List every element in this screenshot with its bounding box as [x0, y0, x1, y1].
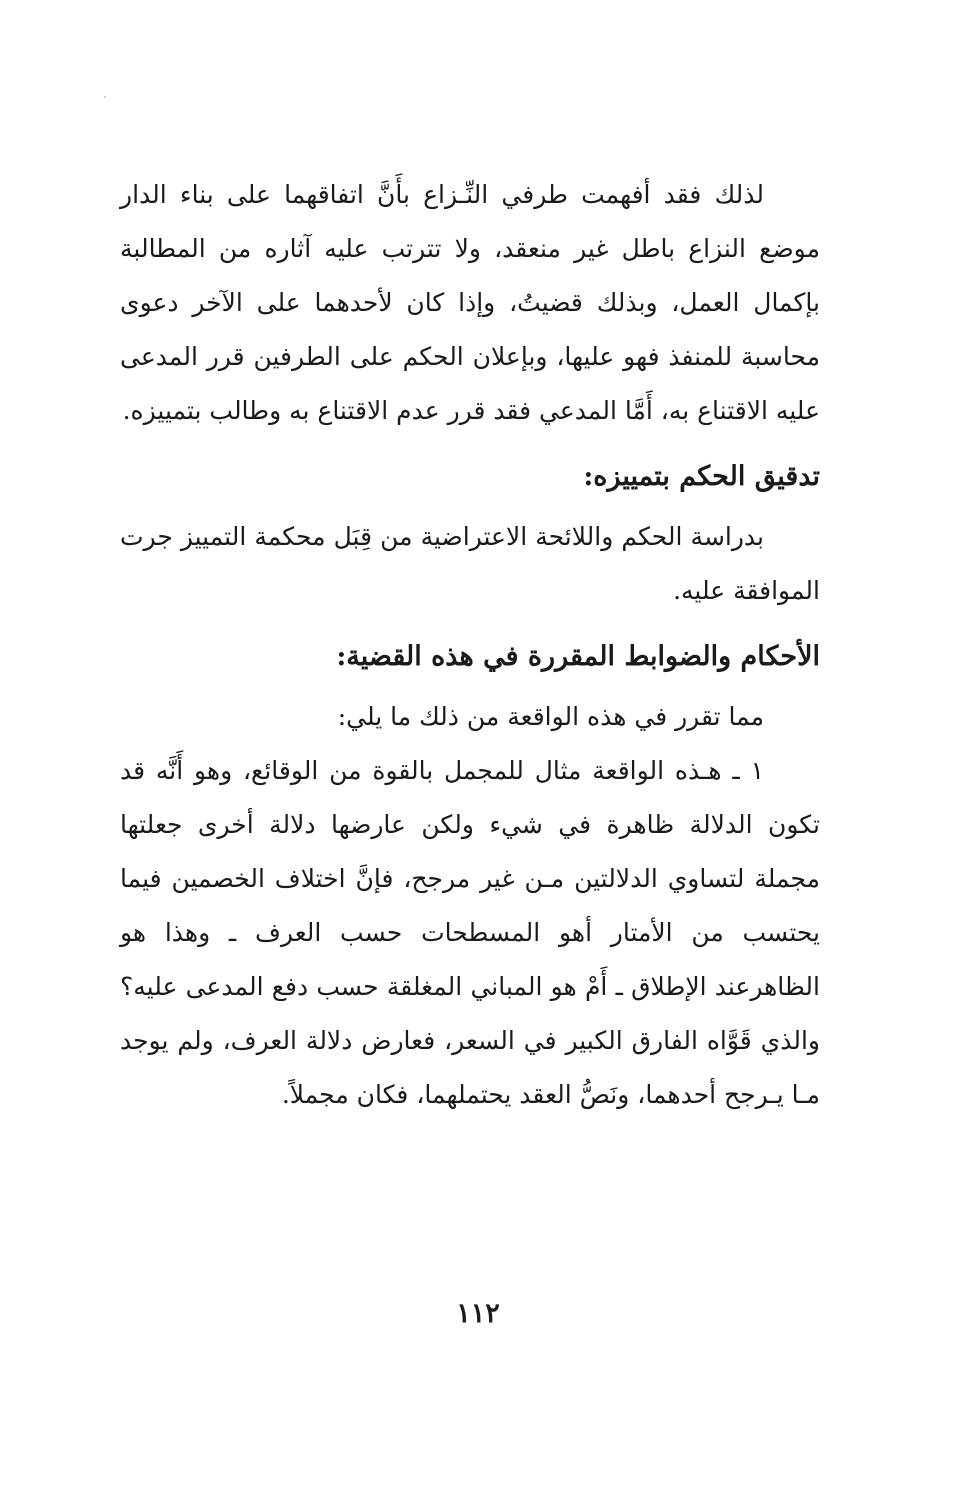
- scan-speck: [104, 96, 106, 98]
- paragraph-ruling: لذلك فقد أفهمت طرفي النِّـزاع بأَنَّ اتفاقهما على بناء الدار موضع النزاع باطل غير منعقد، ولا تترتب عليه آثاره من المطالبة بإكمال العمل، وبذلك قضيتُ، وإذا كان لأحدهما على الآخر دعوى محاسبة للمنفذ فهو عليها، وبإعلان الحكم على الطرفين قرر المدعى عليه الاقتناع به، أَمَّا المدعي فقد قرر عدم الاقتناع به وطالب بتمييزه.: [120, 180, 820, 425]
- page-body: [120, 168, 820, 1122]
- paragraph-intro: مما تقرر في هذه الواقعة من ذلك ما يلي:: [337, 702, 764, 731]
- heading-appeal-review: تدقيق الحكم بتمييزه:: [583, 461, 820, 492]
- page-number: ١١٢: [456, 1298, 500, 1329]
- heading-rulings-principles: الأحكام والضوابط المقررة في هذه القضية:: [336, 641, 820, 672]
- paragraph-appeal-review: بدراسة الحكم واللائحة الاعتراضية من قِبَل محكمة التمييز جرت الموافقة عليه.: [120, 522, 820, 605]
- paragraph-point-one: ١ ـ هـذه الواقعة مثال للمجمل بالقوة من الوقائع، وهو أَنَّه قد تكون الدلالة ظاهرة في شيء ولكن عارضها دلالة أخرى جعلتها مجملة لتساوي الدلالتين مـن غير مرجح، فإنَّ اختلاف الخصمين فيما يحتسب من الأمتار أهو المسطحات حسب العرف ـ وهذا هو الظاهرعند الإطلاق ـ أَمْ هو المباني المغلقة حسب دفع المدعى عليه؟ والذي قَوَّاه الفارق الكبير في السعر، فعارض دلالة العرف، ولم يوجد مـا يـرجح أحدهما، ونَصُّ العقد يحتملهما، فكان مجملاً.: [120, 756, 820, 1109]
